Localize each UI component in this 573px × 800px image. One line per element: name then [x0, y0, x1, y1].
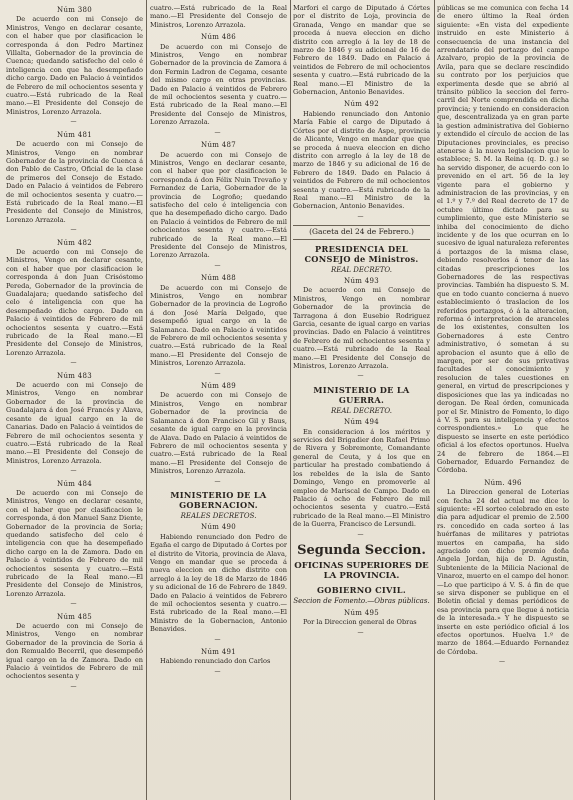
decree-text: Habiendo renunciado don Carlos [160, 657, 271, 666]
entry-separator: — [214, 128, 223, 136]
entry-separator: — [70, 359, 79, 367]
decree-text: De acuerdo con mi Consejo de Ministros, Vengo en nombrar Gobernador de la provincia de Soria á don Remualdo Becerril, que desempeñó igual cargo en la de Zamora. Dado en Palacio á veintidos de Febrero de mil ochocientos sesenta y [6, 622, 143, 681]
decree-number: Núm 486 [201, 33, 236, 42]
column-1 [6, 4, 143, 796]
section-subheading: REAL DECRETO. [331, 406, 392, 415]
decree-number: Núm 493 [344, 276, 379, 285]
major-section-title: Segunda Seccion. [297, 542, 426, 558]
entry-separator: — [70, 467, 79, 475]
decree-text: De acuerdo con mi Consejo de Ministros, Vengo en nombrar Gobernador de la provincia de Tarragona á don Eusebio Rodriguez Garcia, cesante de igual cargo en varias provincias. Dado en Palacio á veintitres de Febrero de mil ochocientos sesenta y cuatro.—Está rubricado de la Real mano.—El Presidente del Consejo de Ministros, Lorenzo Arrazola. [293, 286, 430, 371]
decree-number: Núm 491 [201, 648, 236, 657]
decree-text: De acuerdo con mi Consejo de Ministros, Vengo en declarar cesante, con el haber que por clasificacion le corresponda á don Pedro Martinez Villalta, Gobernador de la provincia de Cuenca; quedando satisfecho del celo é inteligencia con que ha desempeñado dicho cargo. Dado en Palacio á veintidos de Febrero de mil ochocientos sesenta y cuatro.—Está rubricado de la Real mano.—El Presidente del Consejo de Ministros, Lorenzo Arrazola. [6, 15, 143, 116]
section-heading: PRESIDENCIA DEL CONSEJO de Ministros. [304, 243, 419, 264]
decree-number: Núm 485 [57, 612, 92, 621]
decree-number: Núm 380 [57, 6, 92, 14]
entry-separator: — [70, 682, 79, 690]
entry-separator: — [357, 628, 366, 636]
decree-entry [150, 33, 287, 137]
decree-entry [293, 4, 430, 96]
decree-number: Núm 484 [57, 479, 92, 488]
gazette-date-banner: (Gaceta del 24 de Febrero.) [293, 225, 430, 239]
office-heading: OFICINAS SUPERIORES DE LA PROVINCIA. [294, 561, 429, 582]
column-4 [437, 4, 569, 796]
decree-text: Habiendo renunciado don Antonio María Fabie el cargo de Diputado á Córtes por el distrito de Aspe, provincia de Alicante, Vengo en mandar que que se proceda á nueva eleccion en dicho distrito con arreglo á la ley de 18 de marzo de 1846 y su adicional de 16 de Febrero de 1849. Dado en Palacio á veintidos de Febrero de mil ochocientos sesenta y cuatro.—Está rubricado de la Real mano.—El Ministro de la Gobernacion, Antonio Benavides. [293, 109, 430, 211]
decree-text: De acuerdo con mi Consejo de Ministros, Vengo en nombrar Gobernador de la provincia de Salamanca á don Francisco Gil y Baus, cesante de igual cargo en la provincia de Alava. Dado en Palacio á veintidos de Febrero de mil ochocientos sesenta y cuatro.—Está rubricado de la Real mano.—El Presidente del Consejo de Ministros, Lorenzo Arrazola. [150, 391, 287, 476]
decree-text: De acuerdo con mi Consejo de Ministros, Vengo en declarar cesante, con el haber que por clasificacion le corresponda á don Juan Crisóstomo Pereda, Gobernador de la provincia de Guadalajara; quedando satisfecho del celo é inteligencia con que ha desempeñado dicho cargo. Dado en Palacio á veintidos de Febrero de mil ochocientos sesenta y cuatro.—Está rubricado de la Real mano.—El Presidente del Consejo de Ministros, Lorenzo Arrazola. [6, 247, 143, 357]
decree-text: De acuerdo con mi Consejo de Ministros, Vengo en nombrar Gobernador de la provincia de Zamora á don Fermin Ladron de Cegama, cesante del mismo cargo en otras provincias. Dado en Palacio á veintidos de Febrero de mil ochocientos sesenta y cuatro.—Está rubricado de la Real mano.—El Presidente del Consejo de Ministros, Lorenzo Arrazola. [150, 42, 287, 127]
decree-entry [6, 131, 143, 235]
section-heading: MINISTERIO DE LA GOBERNACION. [170, 489, 267, 510]
entry-separator: — [214, 369, 223, 377]
decree-number: Núm 495 [344, 608, 379, 617]
continued-text: públicas se me comunica con fecha 14 de enero último la Real órden siguiente: «En vista del expediente instruido en este Ministerio á consecuencia de una instancia del arrendatario del portazgo del campo Azalvaro, propio de la provincia de Avila, para que se declare rescindido su contrato por los perjuicios que experimenta desde que se abrió al tránsito público la seccion del ferro-carril del Norte comprendida en dicha provincia; y teniendo en consideracion que, descentralizada ya en gran parte la gestion administrativa del Gobierno y extendido el círculo de accion de las Diputaciones provinciales, es preciso atenerse á la nueva legislacion que lo establece; S. M. la Reina (q. D. g.) se ha servido disponer, de acuerdo con lo prevenido en el art. 56 de la ley vigente para el gobierno y administracion de las provincias, y en el 1.º y 7.º del Real decreto de 17 de octubre último dictado para su cumplimiento, que este Ministerio se inhiba del conocimiento de dicho incidente y de los que ocurran en lo sucesivo de igual naturaleza referentes á portazgos de la misma clase, debiendo resolverlos á tenor de las citadas prescripciones los Gobernadores de las respectivas provincias. También ha dispuesto S. M. que en todo cuanto concierna á nuevo establecimiento ó traslacion de los referidos portazgos, ó á la alteracion, reforma ó interpretacion de aranceles de los existentes, consulten los Gobernadores á este Centro administrativo, ó sometan á su aprobacion el asunto que á ello de margen, por ser de sus privativas facultades el conocimiento y resolucion de tales cuestiones en general, en virtud de prescripciones y disposiciones que las ya indicadas no derogan. De Real órden, comunicada por el Sr. Ministro de Fomento, lo digo á V. S. para su inteligencia y efectos correspondientes.» Lo que he dispuesto se inserte en este periódico oficial á los efectos oportunos. Huelva 24 de febrero de 1864.—El Gobernador, Eduardo Fernandez de Córdoba. [437, 4, 569, 475]
decree-entry [293, 609, 430, 637]
entry-separator: — [70, 226, 79, 234]
entry-separator: — [357, 212, 366, 220]
section-subheading: REAL DECRETO. [331, 265, 392, 274]
decree-entry [150, 523, 287, 644]
decree-number: Núm 494 [344, 418, 379, 427]
decree-text: De acuerdo con mi Consejo de Ministros, Vengo en nombrar Gobernador de la provincia de Cuenca á don Pablo de Castro, Oficial de la clase de primeros del Consejo de Estado. Dado en Palacio á veintidos de Febrero de mil ochocientos sesenta y cuatro.—Está rubricado de la Real mano.—El Presidente del Consejo de Ministros, Lorenzo Arrazola. [6, 140, 143, 224]
section-heading: MINISTERIO DE LA GUERRA. [313, 384, 410, 405]
section-heading: GOBIERNO CIVIL. [316, 585, 407, 596]
entry-separator: — [214, 667, 223, 675]
decree-entry [293, 100, 430, 221]
entry-separator: — [214, 635, 223, 643]
decree-entry [150, 4, 287, 29]
entry-separator: — [214, 261, 223, 269]
entry-separator: — [499, 658, 507, 666]
decree-number: Núm. 496 [484, 478, 522, 487]
decree-entry [150, 648, 287, 676]
continued-text: cuatro.—Está rubricado de la Real mano.—El Presidente del Consejo de Ministros, Lorenzo Arrazola. [150, 4, 287, 29]
entry-separator: — [70, 600, 79, 608]
decree-entry [6, 613, 143, 692]
decree-number: Núm 489 [201, 382, 236, 391]
decree-entry [150, 141, 287, 270]
column-rule [146, 0, 147, 800]
decree-number: Núm 482 [57, 238, 92, 247]
column-rule [290, 0, 291, 800]
decree-entry [437, 4, 569, 475]
decree-text: En consideracion á los méritos y servicios del Brigadier don Rafael Primo de Rivera y Sobremonte, Comandante general de Ceuta, y á los que en particular ha prestado combatiendo á los rebeldes de la isla de Santo Domingo, Vengo en promoverle al empleo de Mariscal de Campo. Dado en Palacio á ocho de Febrero de mil ochocientos sesenta y cuatro.—Está rubricado de la Real mano.—El Ministro de la Guerra, Francisco de Lersundi. [293, 427, 430, 529]
decree-entry [150, 274, 287, 378]
decree-number: Núm 492 [344, 100, 379, 109]
section-subheading: Seccion de Fomento.—Obras públicas. [293, 597, 430, 606]
section-subheading: REALES DECRETOS. [180, 511, 257, 520]
decree-text: La Direccion general de Loterias con fecha 24 del actual me dice lo siguiente: «El sorteo celebrado en este dia para adjudicar el premio de 2.500 rs. concedido en cada sorteo á las huérfanas de militares y patriotas muertos en campaña, ha sido agraciado con dicho premio doña Angela Jordan, hija de D. Agustin, Subteniente de la Milicia Nacional de Vinaroz, muerto en el campo del honor.—Lo que participo á V. S. á fin de que se sirva disponer se publique en el Boletin oficial y demas periódicos de esa provincia para que llegue á noticia de la interesada.» Y he dispuesto se inserte en este periódico oficial á los efectos oportunos. Huelva 1.º de marzo de 1864.—Eduardo Fernandez de Córdoba. [437, 488, 569, 656]
decree-entry [437, 479, 569, 667]
decree-number: Núm 481 [57, 130, 92, 139]
decree-entry [150, 382, 287, 486]
entry-separator: — [214, 477, 223, 485]
column-rule [434, 0, 435, 800]
decree-number: Núm 490 [201, 523, 236, 532]
column-2 [150, 4, 287, 796]
decree-entry [6, 6, 143, 127]
entry-separator: — [357, 372, 366, 380]
decree-text: De acuerdo con mi Consejo de Ministros, Vengo en nombrar Gobernador de la provincia de Guadalajara á don José Francés y Alava, cesante de igual cargo en la de Canarias. Dado en Palacio á veintidos de Febrero de mil ochocientos sesenta y cuatro.—Está rubricado de la Real mano.—El Presidente del Consejo de Ministros, Lorenzo Arrazola. [6, 381, 143, 465]
decree-number: Núm 488 [201, 274, 236, 283]
entry-separator: — [357, 530, 366, 538]
entry-separator: — [70, 118, 79, 126]
column-3 [293, 4, 430, 796]
decree-text: Habiendo renunciado don Pedro de Egaña el cargo de Diputado á Cortes por el distrito de Vitoria, provincia de Alava, Vengo en mandar que se proceda á nueva eleccion en dicho distrito con arreglo á la ley de 18 de Marzo de 1846 y su adicional de 16 de Febrero de 1849. Dado en Palacio á veintidos de Febrero de mil ochocientos sesenta y cuatro.—Está rubricado de la Real mano.—El Ministro de la Gobernacion, Antonio Benavides. [150, 532, 287, 634]
decree-entry [293, 418, 430, 539]
decree-entry [6, 480, 143, 609]
decree-text: De acuerdo con mi Consejo de Ministros, Vengo en declarar cesante, con el haber que por clasificacion le corresponda, á don Manuel Sanz Diente, Gobernador de la provincia de Soria; quedando satisfecho del celo é inteligencia con que ha desempeñado dicho cargo en la de Zamora. Dado en Palacio á veintidos de Febrero de mil ochocientos sesenta y cuatro.—Está rubricado de la Real mano.—El Presidente del Consejo de Ministros, Lorenzo Arrazola. [6, 488, 143, 598]
continued-text: Marfori el cargo de Diputado á Córtes por el distrito de Loja, provincia de Granada, Vengo en mandar que se proceda á nueva eleccion en dicho distrito con arreglo á la ley de 18 de marzo de 1846 y su adicional de 16 de Febrero de 1849. Dado en Palacio á veintidos de Febrero de mil ochocientos sesenta y cuatro.—Está rubricado de la Real mano.—El Ministro de la Gobernacion, Antonio Benavides. [293, 4, 430, 97]
decree-text: Por la Direccion general de Obras [303, 618, 417, 627]
decree-text: De acuerdo con mi Consejo de Ministros, Vengo en nombrar Gobernador de la provincia de Logroño á don José María Delgado, que desempeñó igual cargo en la de Salamanca. Dado en Palacio á veintidos de Febrero de mil ochocientos sesenta y cuatro.—Está rubricado de la Real mano.—El Presidente del Consejo de Ministros, Lorenzo Arrazola. [150, 283, 287, 368]
decree-text: De acuerdo con mi Consejo de Ministros, Vengo en declarar cesante, con el haber que por clasificacion le corresponda á don Félix Nuin Trevaño y Fernandez de Laria, Gobernador de la provincia de Logroño; quedando satisfecho del celo é inteligencia con que ha desempeñado dicho cargo. Dado en Palacio á veintidos de Febrero de mil ochocientos sesenta y cuatro.—Está rubricado de la Real mano.—El Presidente del Consejo de Ministros, Lorenzo Arrazola. [150, 150, 287, 260]
decree-entry [6, 372, 143, 476]
decree-number: Núm 487 [201, 141, 236, 150]
decree-entry [6, 239, 143, 368]
decree-number: Núm 483 [57, 371, 92, 380]
decree-entry [293, 277, 430, 381]
